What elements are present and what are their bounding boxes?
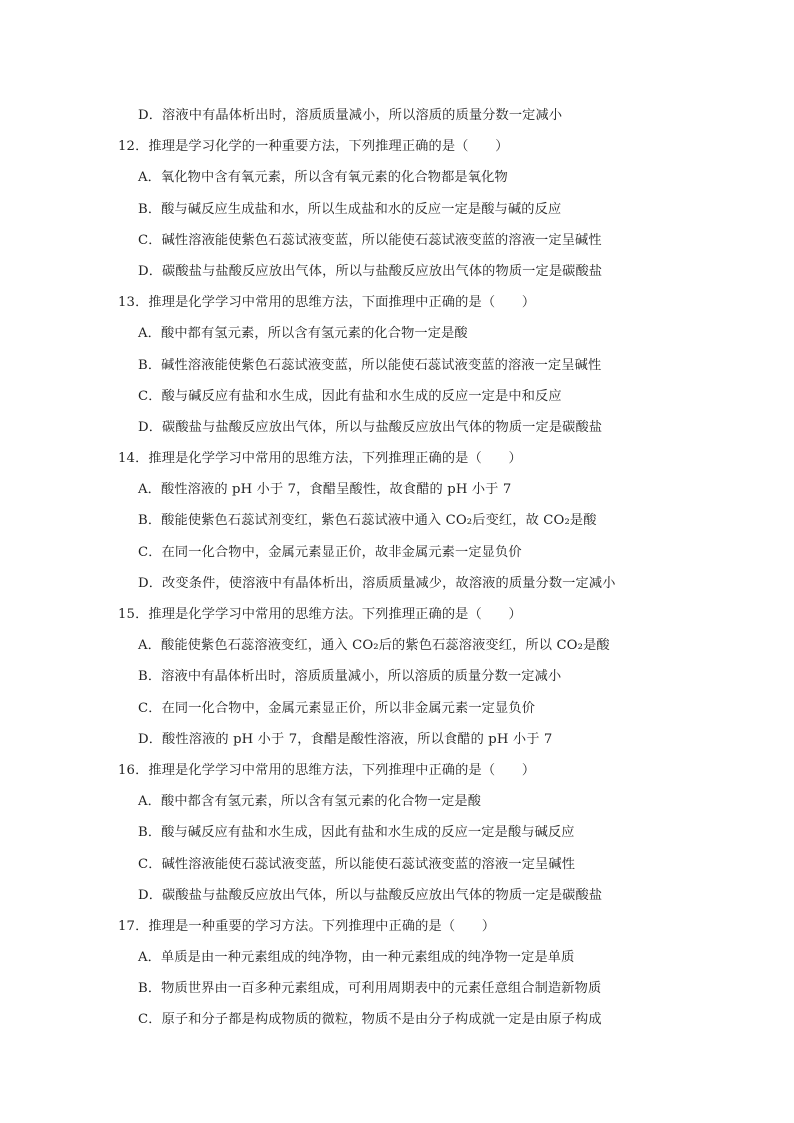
answer-option: B．碱性溶液能使紫色石蕊试液变蓝，所以能使石蕊试液变蓝的溶液一定呈碱性 xyxy=(138,357,602,373)
answer-option: C．原子和分子都是构成物质的微粒，物质不是由分子构成就一定是由原子构成 xyxy=(138,1012,602,1028)
question-stem: 13．推理是化学学习中常用的思维方法，下面推理中正确的是（ ） xyxy=(118,295,536,311)
question-list xyxy=(118,100,678,1036)
answer-option: B．酸能使紫色石蕊试剂变红，紫色石蕊试液中通入 CO₂后变红，故 CO₂是酸 xyxy=(138,513,597,529)
answer-option: B．酸与碱反应有盐和水生成，因此有盐和水生成的反应一定是酸与碱反应 xyxy=(138,825,575,841)
answer-option: D．改变条件，使溶液中有晶体析出，溶质质量减少，故溶液的质量分数一定减小 xyxy=(138,575,616,591)
answer-option: D．碳酸盐与盐酸反应放出气体，所以与盐酸反应放出气体的物质一定是碳酸盐 xyxy=(138,263,603,279)
answer-option: A．单质是由一种元素组成的纯净物，由一种元素组成的纯净物一定是单质 xyxy=(138,950,575,966)
answer-option: A．氧化物中含有氧元素，所以含有氧元素的化合物都是氧化物 xyxy=(138,170,508,186)
answer-option: C．酸与碱反应有盐和水生成，因此有盐和水生成的反应一定是中和反应 xyxy=(138,388,562,404)
answer-option: D．溶液中有晶体析出时，溶质质量减小，所以溶质的质量分数一定减小 xyxy=(138,108,563,123)
question-stem: 14．推理是化学学习中常用的思维方法，下列推理正确的是（ ） xyxy=(118,451,522,467)
answer-option: C．在同一化合物中，金属元素显正价，所以非金属元素一定显负价 xyxy=(138,700,536,716)
answer-option: C．碱性溶液能使紫色石蕊试液变蓝，所以能使石蕊试液变蓝的溶液一定呈碱性 xyxy=(138,232,602,248)
answer-option: A．酸能使紫色石蕊溶液变红，通入 CO₂后的紫色石蕊溶液变红，所以 CO₂是酸 xyxy=(138,638,610,654)
answer-option: B．溶液中有晶体析出时，溶质质量减小，所以溶质的质量分数一定减小 xyxy=(138,669,562,685)
answer-option: C．碱性溶液能使石蕊试液变蓝，所以能使石蕊试液变蓝的溶液一定呈碱性 xyxy=(138,856,576,872)
question-stem: 12．推理是学习化学的一种重要方法，下列推理正确的是（ ） xyxy=(118,139,509,155)
question-stem: 17．推理是一种重要的学习方法。下列推理中正确的是（ ） xyxy=(118,918,496,934)
question-stem: 16．推理是化学学习中常用的思维方法，下列推理中正确的是（ ） xyxy=(118,762,536,778)
question-stem: 15．推理是化学学习中常用的思维方法。下列推理正确的是（ ） xyxy=(118,607,522,622)
answer-option: D．碳酸盐与盐酸反应放出气体，所以与盐酸反应放出气体的物质一定是碳酸盐 xyxy=(138,419,603,435)
answer-option: C．在同一化合物中，金属元素显正价，故非金属元素一定显负价 xyxy=(138,544,522,560)
answer-option: B．酸与碱反应生成盐和水，所以生成盐和水的反应一定是酸与碱的反应 xyxy=(138,201,562,217)
answer-option: A．酸性溶液的 pH 小于 7，食醋呈酸性，故食醋的 pH 小于 7 xyxy=(138,482,512,498)
answer-option: A．酸中都有氢元素，所以含有氢元素的化合物一定是酸 xyxy=(138,326,468,342)
answer-option: B．物质世界由一百多种元素组成，可利用周期表中的元素任意组合制造新物质 xyxy=(138,981,602,997)
answer-option: D．酸性溶液的 pH 小于 7，食醋是酸性溶液，所以食醋的 pH 小于 7 xyxy=(138,731,553,747)
answer-option: A．酸中都含有氢元素，所以含有氢元素的化合物一定是酸 xyxy=(138,794,482,810)
answer-option: D．碳酸盐与盐酸反应放出气体，所以与盐酸反应放出气体的物质一定是碳酸盐 xyxy=(138,887,603,903)
